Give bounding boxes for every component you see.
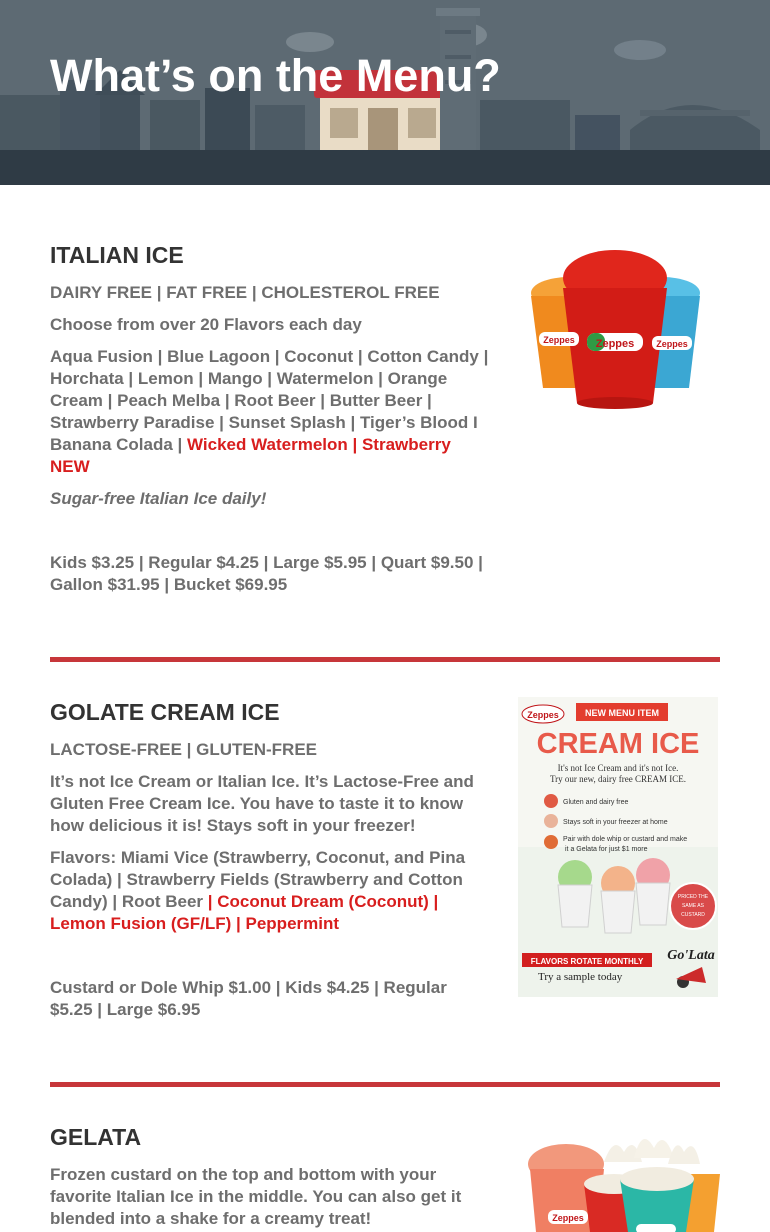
hero-banner — [0, 0, 770, 185]
section-divider — [50, 1082, 720, 1087]
svg-text:Zeppes: Zeppes — [656, 339, 688, 349]
svg-text:Pair with dole whip or custard: Pair with dole whip or custard and make — [563, 836, 688, 843]
svg-text:CREAM ICE: CREAM ICE — [536, 728, 700, 760]
flavors-text: Aqua Fusion | Blue Lagoon | Coconut | Cotton Candy | Horchata | Lemon | Mango | Watermelon | Orange Cream | Peach Melba | Root Beer | Butter Beer | Strawberry Paradise | Sunset Splash | Tiger’s Blood I Banana Colada | — [50, 347, 489, 454]
svg-text:Zeppes: Zeppes — [527, 710, 559, 720]
svg-text:Zeppes: Zeppes — [552, 1213, 584, 1223]
new-flavors-text: Wicked Watermelon | Strawberry NEW — [50, 435, 451, 476]
gelata-cups-image — [524, 1124, 720, 1232]
svg-text:CUSTARD: CUSTARD — [681, 912, 705, 918]
section-title: GELATA — [50, 1124, 142, 1150]
flavors-text: Flavors: Miami Vice (Strawberry, Coconut, and Pina Colada) | Strawberry Fields (Strawberry and Cotton Candy) | Root Beer — [50, 848, 466, 911]
section-divider — [50, 657, 720, 662]
section-title: ITALIAN ICE — [50, 242, 184, 268]
features-line: LACTOSE-FREE | GLUTEN-FREE — [50, 740, 318, 759]
italian-ice-section — [50, 242, 490, 606]
svg-text:It's not Ice Cream and it's no: It's not Ice Cream and it's not Ice. — [557, 763, 679, 773]
svg-text:PRICED THE: PRICED THE — [677, 894, 709, 900]
section-title: GOLATE CREAM ICE — [50, 699, 280, 725]
svg-text:SAME AS: SAME AS — [682, 903, 704, 909]
cream-ice-poster — [518, 697, 718, 997]
svg-text:Try our new, dairy free CREAM: Try our new, dairy free CREAM ICE. — [549, 774, 687, 784]
sugar-free-note: Sugar-free Italian Ice daily! — [50, 489, 267, 508]
price-list: Kids $3.25 | Regular $4.25 | Large $5.95 | Quart $9.50 | Gallon $31.95 | Bucket $69.95 — [50, 553, 483, 594]
svg-text:Gluten and dairy free: Gluten and dairy free — [563, 799, 629, 806]
svg-text:Stays soft in your freezer at: Stays soft in your freezer at home — [563, 819, 668, 826]
description: Frozen custard on the top and bottom with your favorite Italian Ice in the middle. You can also get it blended into a shake for a creamy treat! — [50, 1165, 462, 1228]
price-list: Custard or Dole Whip $1.00 | Kids $4.25 | Regular $5.25 | Large $6.95 — [50, 978, 447, 1019]
svg-text:it a Gelata for just $1 more: it a Gelata for just $1 more — [565, 846, 648, 853]
flavors-note: Choose from over 20 Flavors each day — [50, 315, 362, 334]
svg-text:Zeppes: Zeppes — [595, 338, 635, 350]
flavors-list — [50, 847, 490, 935]
svg-text:Try a sample today: Try a sample today — [538, 971, 623, 983]
svg-text:FLAVORS ROTATE MONTHLY: FLAVORS ROTATE MONTHLY — [530, 957, 644, 966]
gelata-section — [50, 1124, 490, 1232]
svg-text:Go'Lata: Go'Lata — [667, 948, 715, 963]
new-flavors-text: | Coconut Dream (Coconut) | Lemon Fusion (GF/LF) | Peppermint — [50, 892, 439, 933]
italian-ice-cups-image — [527, 248, 703, 415]
flavors-list — [50, 346, 490, 478]
features-line: DAIRY FREE | FAT FREE | CHOLESTEROL FREE — [50, 283, 440, 302]
svg-text:Zeppes: Zeppes — [543, 335, 575, 345]
golate-cream-ice-section — [50, 699, 490, 1031]
svg-text:NEW MENU ITEM: NEW MENU ITEM — [585, 708, 659, 718]
page-title: What’s on the Menu? — [50, 50, 501, 101]
description: It’s not Ice Cream or Italian Ice. It’s Lactose-Free and Gluten Free Cream Ice. You have to taste it to know how delicious it is! Stays soft in your freezer! — [50, 772, 474, 835]
